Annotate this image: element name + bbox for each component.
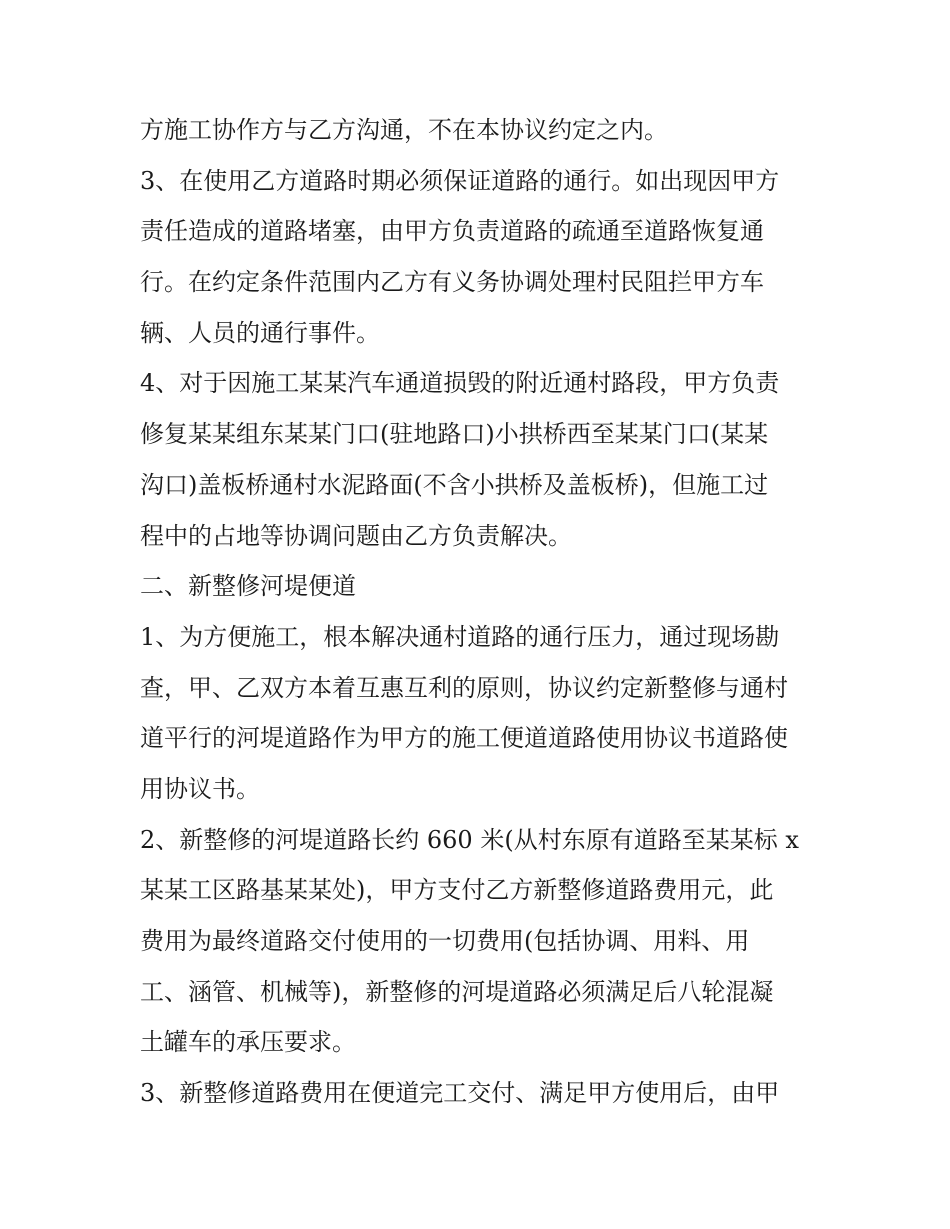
document-body [140,105,820,1119]
text-line: 某某工区路基某某处)，甲方支付乙方新整修道路费用元，此 [140,876,774,905]
text-line: 土罐车的承压要求。 [140,1028,356,1057]
text-line: 辆、人员的通行事件。 [140,318,380,347]
text-line: 程中的占地等协调问题由乙方负责解决。 [140,521,572,550]
text-line: 3、新整修道路费用在便道完工交付、满足甲方使用后，由甲 [140,1079,780,1108]
text-line: 修复某某组东某某门口(驻地路口)小拱桥西至某某门口(某某 [140,420,769,449]
text-line: 3、在使用乙方道路时期必须保证道路的通行。如出现因甲方 [140,166,780,195]
text-line: 2、新整修的河堤道路长约 660 米(从村东原有道路至某某标 x [140,825,799,854]
text-line: 查，甲、乙双方本着互惠互利的原则，协议约定新整修与通村 [140,673,788,702]
text-line: 4、对于因施工某某汽车通道损毁的附近通村路段，甲方负责 [140,369,780,398]
text-line: 费用为最终道路交付使用的一切费用(包括协调、用料、用 [140,927,750,955]
section-heading: 二、新整修河堤便道 [140,572,356,601]
text-line: 工、涵管、机械等)，新整修的河堤道路必须满足后八轮混凝 [140,977,774,1006]
text-line: 方施工协作方与乙方沟通，不在本协议约定之内。 [140,116,668,144]
text-line: 沟口)盖板桥通村水泥路面(不含小拱桥及盖板桥)，但施工过 [140,470,769,499]
text-line: 责任造成的道路堵塞，由甲方负责道路的疏通至道路恢复通 [140,217,764,246]
text-line: 道平行的河堤道路作为甲方的施工便道道路使用协议书道路使 [140,724,788,753]
text-line: 用协议书。 [140,774,260,803]
text-line: 1、为方便施工，根本解决通村道路的通行压力，通过现场勘 [140,622,780,651]
text-line: 行。在约定条件范围内乙方有义务协调处理村民阻拦甲方车 [140,268,764,297]
